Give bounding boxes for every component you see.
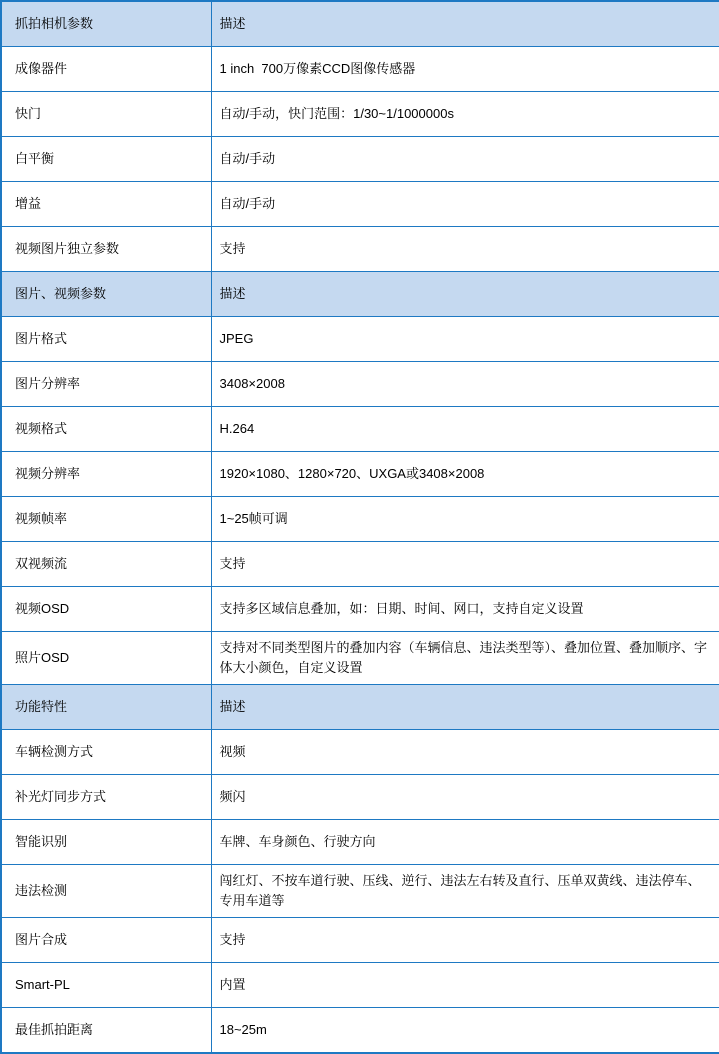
desc-cell: 支持多区域信息叠加，如：日期、时间、网口，支持自定义设置 (211, 587, 719, 632)
spec-row (1, 47, 719, 92)
spec-row (1, 317, 719, 362)
spec-table-body (1, 1, 719, 1053)
param-cell: 视频格式 (1, 407, 211, 452)
desc-cell: JPEG (211, 317, 719, 362)
param-cell: 图片分辨率 (1, 362, 211, 407)
param-cell: 最佳抓拍距离 (1, 1008, 211, 1054)
desc-cell: 1 inch 700万像素CCD图像传感器 (211, 47, 719, 92)
desc-cell: 3408×2008 (211, 362, 719, 407)
spec-row (1, 632, 719, 685)
param-cell: 视频分辨率 (1, 452, 211, 497)
spec-row (1, 542, 719, 587)
spec-row (1, 227, 719, 272)
desc-cell: 视频 (211, 730, 719, 775)
spec-row (1, 407, 719, 452)
desc-cell: H.264 (211, 407, 719, 452)
spec-row (1, 182, 719, 227)
desc-cell: 1~25帧可调 (211, 497, 719, 542)
desc-cell: 车牌、车身颜色、行驶方向 (211, 820, 719, 865)
section-header-row (1, 685, 719, 730)
section-header-row (1, 1, 719, 47)
param-cell: 视频OSD (1, 587, 211, 632)
spec-row (1, 587, 719, 632)
desc-cell: 支持 (211, 918, 719, 963)
spec-row (1, 137, 719, 182)
desc-cell: 闯红灯、不按车道行驶、压线、逆行、违法左右转及直行、压单双黄线、违法停车、专用车道等 (211, 865, 719, 918)
spec-row (1, 92, 719, 137)
spec-row (1, 775, 719, 820)
section-title-cell: 功能特性 (1, 685, 211, 730)
param-cell: 双视频流 (1, 542, 211, 587)
desc-cell: 支持对不同类型图片的叠加内容（车辆信息、违法类型等）、叠加位置、叠加顺序、字体大小颜色，自定义设置 (211, 632, 719, 685)
param-cell: 视频帧率 (1, 497, 211, 542)
param-cell: 快门 (1, 92, 211, 137)
desc-cell: 频闪 (211, 775, 719, 820)
desc-cell: 支持 (211, 227, 719, 272)
spec-row (1, 918, 719, 963)
param-cell: Smart-PL (1, 963, 211, 1008)
section-title-cell: 图片、视频参数 (1, 272, 211, 317)
section-desc-header-cell: 描述 (211, 1, 719, 47)
param-cell: 增益 (1, 182, 211, 227)
param-cell: 白平衡 (1, 137, 211, 182)
desc-cell: 支持 (211, 542, 719, 587)
desc-cell: 自动/手动，快门范围：1/30~1/1000000s (211, 92, 719, 137)
param-cell: 补光灯同步方式 (1, 775, 211, 820)
spec-row (1, 497, 719, 542)
spec-row (1, 1008, 719, 1054)
spec-row (1, 963, 719, 1008)
spec-row (1, 362, 719, 407)
desc-cell: 18~25m (211, 1008, 719, 1054)
param-cell: 车辆检测方式 (1, 730, 211, 775)
desc-cell: 自动/手动 (211, 137, 719, 182)
spec-row (1, 730, 719, 775)
desc-cell: 1920×1080、1280×720、UXGA或3408×2008 (211, 452, 719, 497)
param-cell: 智能识别 (1, 820, 211, 865)
spec-row (1, 820, 719, 865)
section-desc-header-cell: 描述 (211, 685, 719, 730)
param-cell: 违法检测 (1, 865, 211, 918)
param-cell: 视频图片独立参数 (1, 227, 211, 272)
desc-cell: 内置 (211, 963, 719, 1008)
section-header-row (1, 272, 719, 317)
section-title-cell: 抓拍相机参数 (1, 1, 211, 47)
desc-cell: 自动/手动 (211, 182, 719, 227)
param-cell: 照片OSD (1, 632, 211, 685)
param-cell: 图片格式 (1, 317, 211, 362)
spec-row (1, 452, 719, 497)
param-cell: 成像器件 (1, 47, 211, 92)
spec-row (1, 865, 719, 918)
param-cell: 图片合成 (1, 918, 211, 963)
section-desc-header-cell: 描述 (211, 272, 719, 317)
